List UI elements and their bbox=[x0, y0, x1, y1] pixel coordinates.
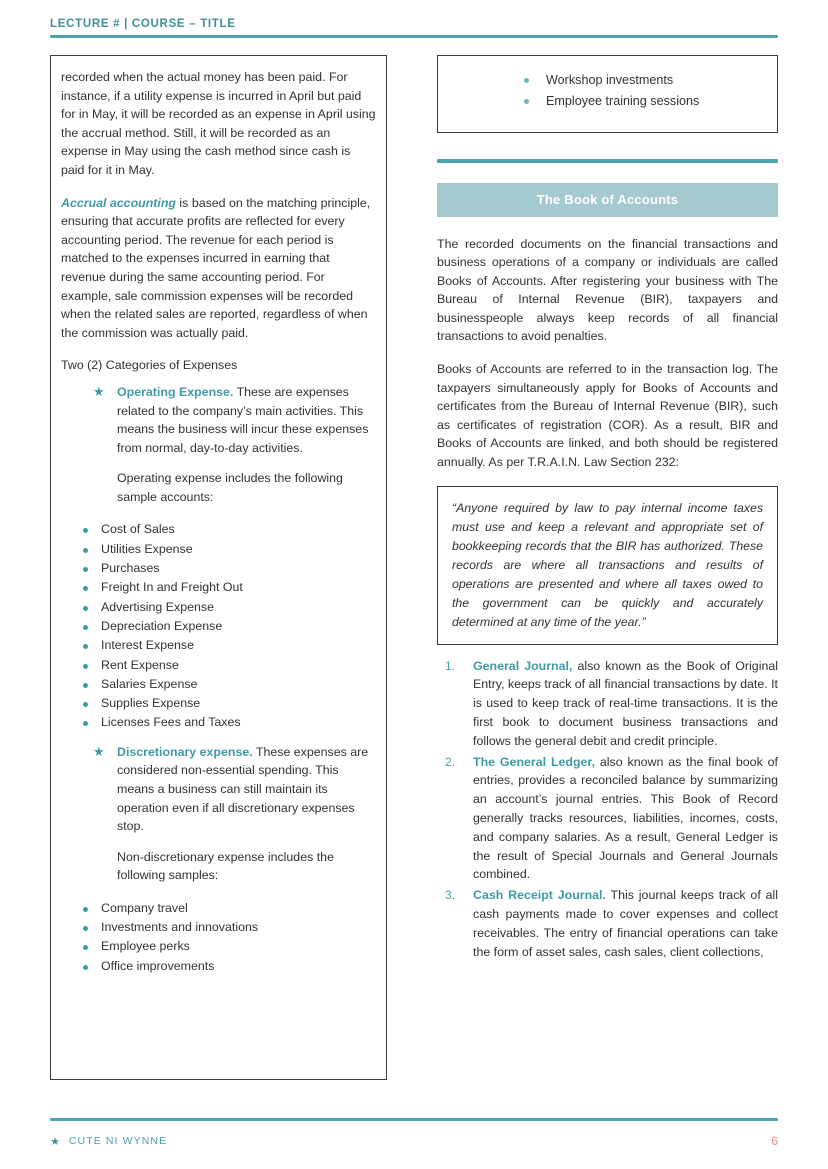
list-item: Interest Expense bbox=[61, 636, 376, 655]
footer-brand bbox=[50, 1135, 167, 1148]
list-item: Office improvements bbox=[61, 957, 376, 976]
list-item: Investments and innovations bbox=[61, 918, 376, 937]
list-item: Salaries Expense bbox=[61, 675, 376, 694]
list-item bbox=[437, 753, 778, 885]
footer-divider bbox=[50, 1118, 778, 1121]
discretionary-expense-intro: Non-discretionary expense includes the following samples: bbox=[117, 849, 334, 883]
page-number: 6 bbox=[771, 1134, 778, 1148]
list-item: Employee perks bbox=[61, 937, 376, 956]
right-column bbox=[437, 55, 778, 963]
list-item: Cost of Sales bbox=[61, 520, 376, 539]
footer-label: CUTE NI WYNNE bbox=[68, 1135, 168, 1147]
list-item: Rent Expense bbox=[61, 656, 376, 675]
quote-box bbox=[437, 486, 778, 645]
star-icon: ★ bbox=[93, 383, 105, 399]
section-divider bbox=[437, 159, 778, 163]
list-item: Company travel bbox=[61, 899, 376, 918]
star-list-item bbox=[61, 383, 376, 457]
list-item: Workshop investments bbox=[518, 70, 765, 91]
star-icon: ★ bbox=[50, 1135, 60, 1148]
list-item: Supplies Expense bbox=[61, 694, 376, 713]
cash-receipt-journal-desc: This journal keeps track of all cash payments made to cover expenses and collect receivables. The entry of financial operations can take the form of asset sales, cash sales, client collections, bbox=[473, 888, 778, 959]
star-list-item bbox=[61, 743, 376, 836]
discretionary-expense-account-list bbox=[61, 899, 376, 976]
general-ledger-term: The General Ledger, bbox=[473, 754, 596, 769]
operating-expense-text bbox=[117, 385, 368, 455]
discretionary-expense-term: Discretionary expense. bbox=[117, 744, 253, 759]
header-divider bbox=[50, 35, 778, 38]
general-ledger-desc: also known as the final book of entries, provides a reconciled balance by summarizing an account’s journal entries. This Book of Record generally tracks resources, liabilities, incomes, costs, and company salaries. As a result, General Ledger is the result of Special Journals and General Journals combined. bbox=[473, 754, 778, 882]
accrual-accounting-term: Accrual accounting bbox=[61, 195, 176, 210]
page-header bbox=[50, 18, 778, 38]
operating-expense-term: Operating Expense. bbox=[117, 384, 234, 399]
books-of-accounts-list bbox=[437, 657, 778, 962]
left-paragraph-2-rest: is based on the matching principle, ensuring that accurate profits are reflected for every accounting period. The revenue for each period is matched to the expenses incurred in earning that revenue during the same accounting period. For example, sale commission expenses will be recorded when the related sales are reported, regardless of when the commission was actually paid. bbox=[61, 195, 371, 340]
page-footer bbox=[50, 1118, 778, 1148]
left-content-box bbox=[50, 55, 387, 1080]
discretionary-expense-desc: These expenses are considered non-essential spending. This means a business can still maintain its operation even if all discretionary expenses stop. bbox=[117, 744, 369, 834]
list-item bbox=[437, 657, 778, 751]
list-item: Licenses Fees and Taxes bbox=[61, 713, 376, 732]
left-paragraph-1: recorded when the actual money has been paid. For instance, if a utility expense is incurred in April but paid for in May, it will be recorded as an expense in April using the accrual method. Still, it will be recorded as an expense in May using the cash method since cash is paid for it in May. bbox=[61, 70, 376, 177]
list-item: Purchases bbox=[61, 559, 376, 578]
operating-expense-account-list bbox=[61, 520, 376, 732]
list-item: Utilities Expense bbox=[61, 540, 376, 559]
categories-heading: Two (2) Categories of Expenses bbox=[61, 358, 238, 373]
quote-text: “Anyone required by law to pay internal income taxes must use and keep a relevant and appropriate set of bookkeeping records that the BIR has authorized. These records are where all transactions and results of operations are presented and where all taxes owed to the government can be quickly and accurately determined at any time of the year.” bbox=[452, 500, 763, 629]
operating-expense-intro: Operating expense includes the following sample accounts: bbox=[117, 471, 343, 504]
discretionary-expense-text bbox=[117, 745, 368, 833]
list-item: Employee training sessions bbox=[518, 91, 765, 112]
top-right-box bbox=[437, 55, 778, 133]
operating-expense-desc: These are expenses related to the company’s main activities. This means the business will incur these expenses from normal, day-to-day activities. bbox=[117, 384, 369, 455]
section-title-band: The Book of Accounts bbox=[437, 183, 778, 217]
header-title: LECTURE # | COURSE – TITLE bbox=[50, 18, 236, 30]
footer-row bbox=[50, 1134, 778, 1148]
list-item bbox=[437, 886, 778, 961]
list-item: Depreciation Expense bbox=[61, 617, 376, 636]
workshop-list bbox=[450, 70, 765, 112]
left-paragraph-2 bbox=[61, 194, 376, 343]
cash-receipt-journal-term: Cash Receipt Journal. bbox=[473, 888, 606, 903]
right-paragraph-1: The recorded documents on the financial transactions and business operations of a company or individuals are called Books of Accounts. After registering your business with The Bureau of Internal Revenue (BIR), taxpayers and businesspeople always keep records of all financial transactions to avoid penalties. bbox=[437, 236, 778, 344]
general-journal-term: General Journal, bbox=[473, 658, 573, 673]
left-column bbox=[50, 55, 387, 1080]
star-icon: ★ bbox=[93, 743, 105, 759]
list-item: Freight In and Freight Out bbox=[61, 578, 376, 597]
list-item: Advertising Expense bbox=[61, 598, 376, 617]
right-paragraph-2: Books of Accounts are referred to in the transaction log. The taxpayers simultaneously apply for Books of Accounts and certificates from the Bureau of Internal Revenue (BIR), such as certificates of registration (COR). As a result, BIR and Books of Accounts are linked, and both should be registered annually. As per T.R.A.I.N. Law Section 232: bbox=[437, 362, 778, 470]
general-journal-desc: also known as the Book of Original Entry, keeps track of all financial transactions by date. It is used to keep track of real-time transactions. It is the first book to document business transactions and follows the general debit and credit principle. bbox=[473, 658, 778, 748]
